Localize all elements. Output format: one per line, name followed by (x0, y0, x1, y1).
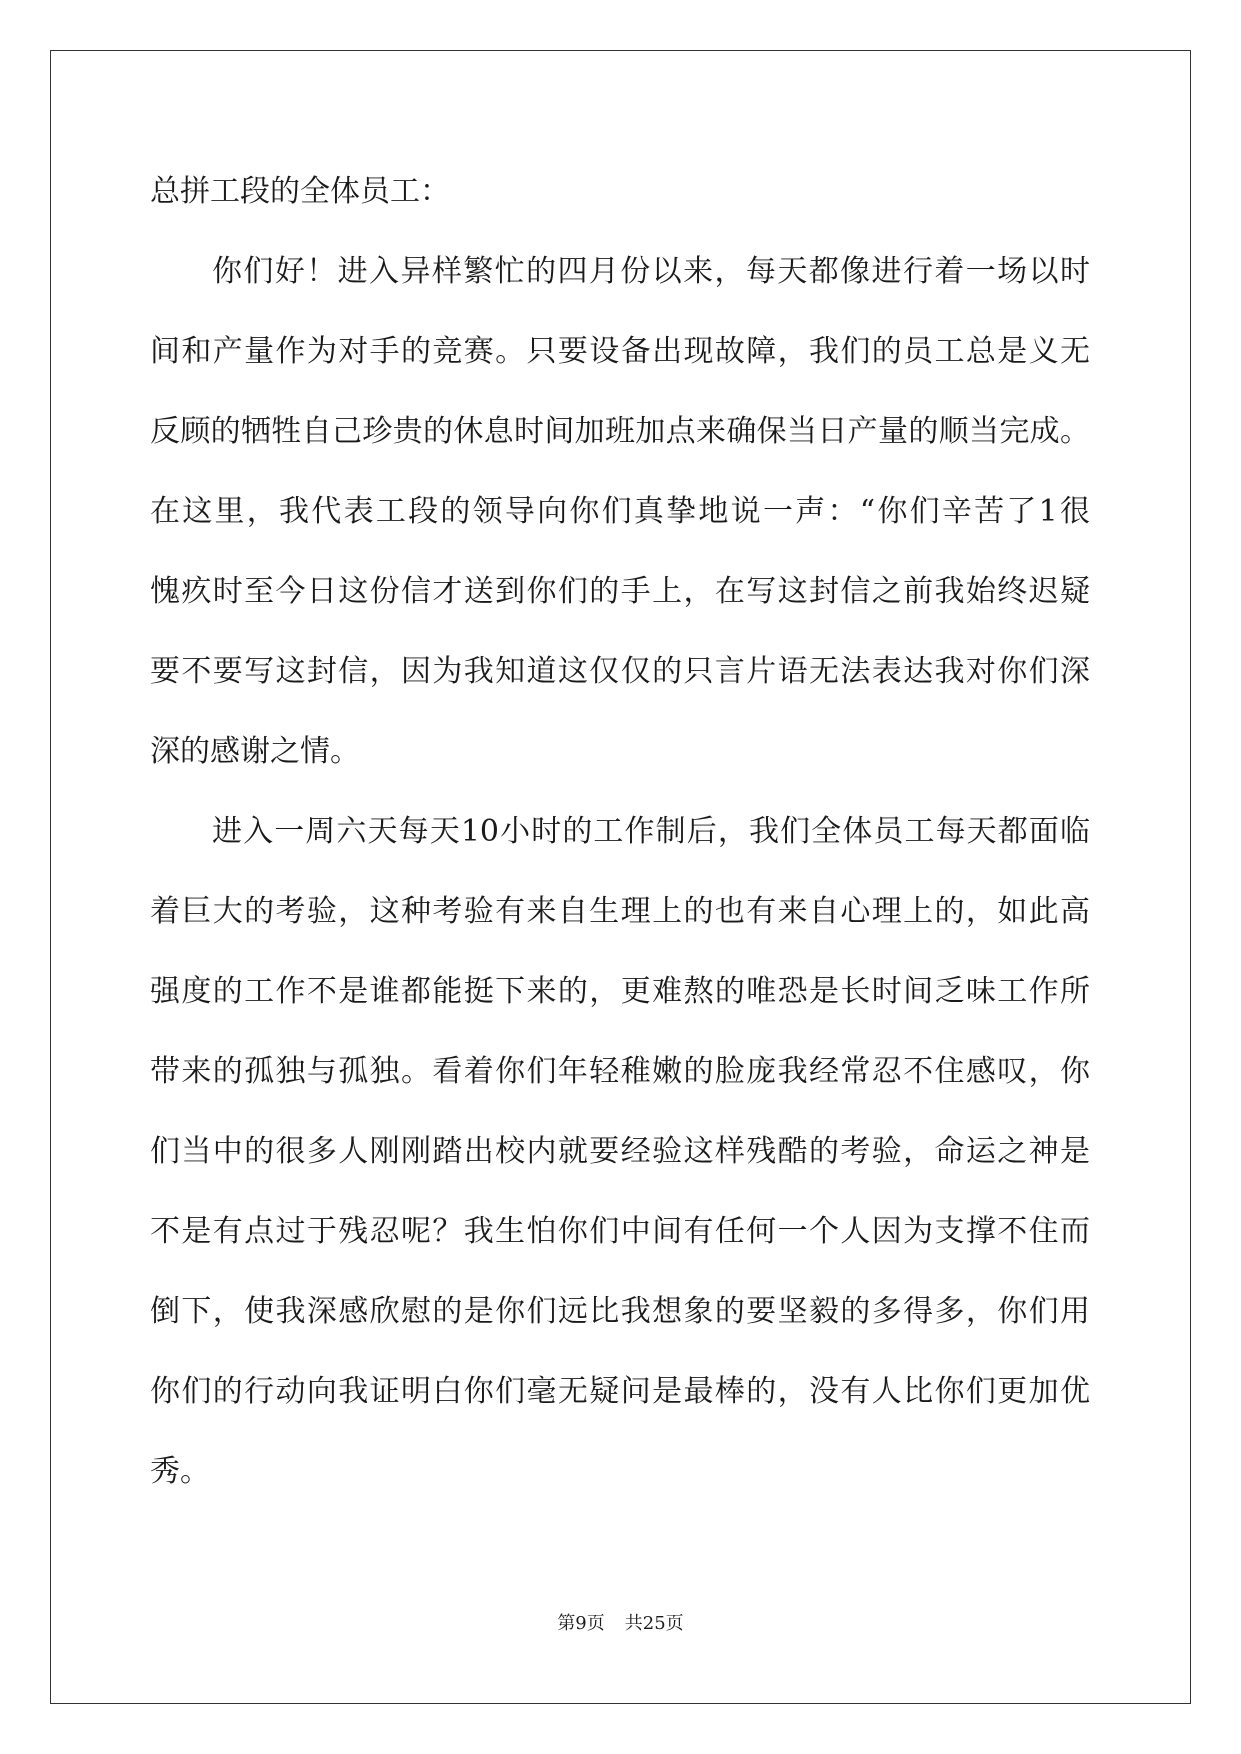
paragraph-1-line-1: 你们好！进入异样繁忙的四月份以来，每天都像进行着一场以时 (212, 254, 1090, 289)
paragraph-2-line-3: 强度的工作不是谁都能挺下来的，更难熬的唯恐是长时间乏味工作所 (150, 974, 1090, 1009)
page-footer (0, 1612, 1241, 1636)
paragraph-2-line-1: 进入一周六天每天10小时的工作制后，我们全体员工每天都面临 (212, 814, 1090, 849)
paragraph-2-line-2: 着巨大的考验，这种考验有来自生理上的也有来自心理上的，如此高 (150, 894, 1090, 929)
paragraph-1-line-4: 在这里，我代表工段的领导向你们真挚地说一声：“你们辛苦了1很 (150, 494, 1090, 529)
page-number: 第9页 (557, 1613, 605, 1634)
paragraph-2-line-8: 你们的行动向我证明白你们毫无疑问是最棒的，没有人比你们更加优 (150, 1374, 1090, 1409)
paragraph-2-line-4: 带来的孤独与孤独。看着你们年轻稚嫩的脸庞我经常忍不住感叹，你 (150, 1054, 1090, 1089)
paragraph-1-line-3: 反顾的牺牲自己珍贵的休息时间加班加点来确保当日产量的顺当完成。 (150, 414, 1090, 449)
salutation: 总拼工段的全体员工： (150, 174, 450, 209)
paragraph-1-line-6: 要不要写这封信，因为我知道这仅仅的只言片语无法表达我对你们深 (150, 654, 1090, 689)
paragraph-2-line-5: 们当中的很多人刚刚踏出校内就要经验这样残酷的考验，命运之神是 (150, 1134, 1090, 1169)
paragraph-1-line-7: 深的感谢之情。 (150, 734, 360, 769)
page-total: 共25页 (624, 1613, 684, 1634)
paragraph-2-line-9: 秀。 (150, 1454, 210, 1489)
paragraph-1-line-2: 间和产量作为对手的竞赛。只要设备出现故障，我们的员工总是义无 (150, 334, 1090, 369)
paragraph-1-line-5: 愧疚时至今日这份信才送到你们的手上，在写这封信之前我始终迟疑 (150, 574, 1090, 609)
paragraph-2-line-6: 不是有点过于残忍呢？我生怕你们中间有任何一个人因为支撑不住而 (150, 1214, 1090, 1249)
paragraph-2-line-7: 倒下，使我深感欣慰的是你们远比我想象的要坚毅的多得多，你们用 (150, 1294, 1090, 1329)
